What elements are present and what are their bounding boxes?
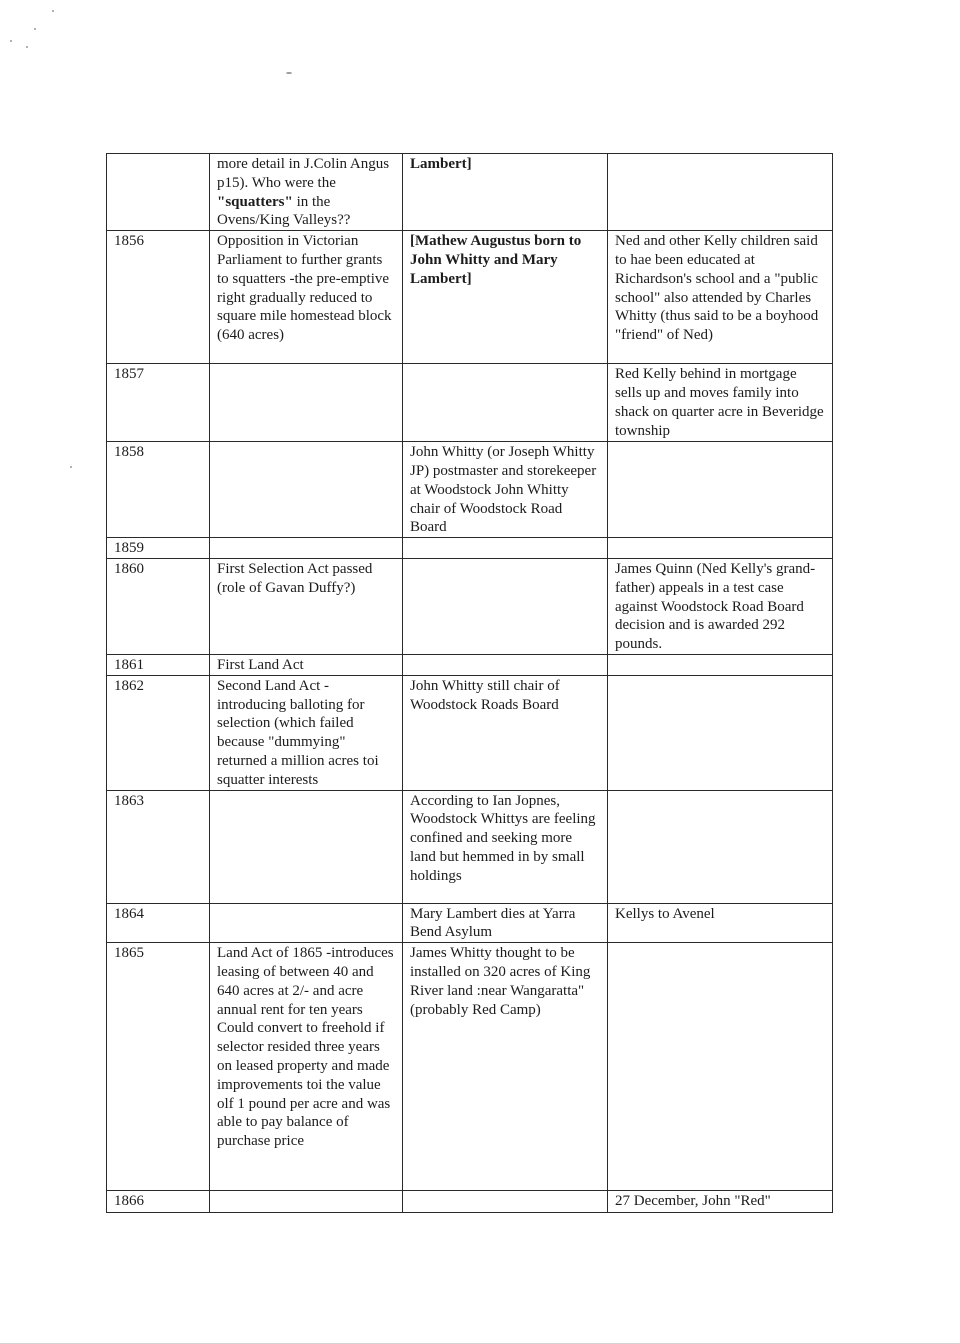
whitty-family-cell: John Whitty (or Joseph Whitty JP) postmaster and storekeeper at Woodstock John Whitty chair of Woodstock Road Board <box>403 442 608 538</box>
land-policy-cell: First Land Act <box>210 654 403 675</box>
land-policy-cell <box>210 790 403 903</box>
land-policy-cell: Land Act of 1865 -introduces leasing of between 40 and 640 acres at 2/- and acre annual rent for ten years Could convert to freehold if selector resided three years on leased property and made improvements toi the value olf 1 pound per acre and was able to pay balance of purchase price <box>210 943 403 1191</box>
cell-text: in the Ovens/King Valleys?? <box>217 193 351 229</box>
whitty-family-cell: James Whitty thought to be installed on 320 acres of King River land :near Wangaratta" (probably Red Camp) <box>403 943 608 1191</box>
kelly-family-cell: Ned and other Kelly children said to hae been educated at Richardson's school and a "public school" also attended by Charles Whitty (thus said to be a boyhood "friend" of Ned) <box>608 231 833 364</box>
scan-speck <box>286 72 292 74</box>
land-policy-cell <box>210 903 403 943</box>
land-policy-cell <box>210 538 403 559</box>
whitty-family-cell <box>403 1191 608 1213</box>
cell-bold-text: Lambert] <box>410 156 472 172</box>
land-policy-cell <box>210 1191 403 1213</box>
land-policy-cell: Second Land Act - introducing balloting for selection (which failed because "dummying" returned a million acres toi squatter interests <box>210 675 403 790</box>
year-cell: 1858 <box>107 442 210 538</box>
table-row <box>107 442 833 538</box>
table-row <box>107 154 833 231</box>
table-row <box>107 790 833 903</box>
table-row <box>107 943 833 1191</box>
cell-bold-text: "squatters" <box>217 193 293 210</box>
kelly-family-cell <box>608 154 833 231</box>
kelly-family-cell <box>608 442 833 538</box>
table-row <box>107 903 833 943</box>
year-cell: 1862 <box>107 675 210 790</box>
scan-speck <box>34 28 36 30</box>
year-cell <box>107 154 210 231</box>
scan-speck <box>26 46 28 48</box>
kelly-family-cell <box>608 538 833 559</box>
year-cell: 1857 <box>107 364 210 442</box>
table-row <box>107 1191 833 1213</box>
whitty-family-cell <box>403 654 608 675</box>
year-cell: 1859 <box>107 538 210 559</box>
table-row <box>107 558 833 654</box>
year-cell: 1866 <box>107 1191 210 1213</box>
kelly-family-cell: Red Kelly behind in mortgage sells up and moves family into shack on quarter acre in Beveridge township <box>608 364 833 442</box>
table-row <box>107 654 833 675</box>
timeline-table <box>106 153 833 1213</box>
table-row <box>107 538 833 559</box>
kelly-family-cell: James Quinn (Ned Kelly's grand-father) appeals in a test case against Woodstock Road Board decision and is awarded 292 pounds. <box>608 558 833 654</box>
table-row <box>107 231 833 364</box>
land-policy-cell <box>210 364 403 442</box>
table-row <box>107 675 833 790</box>
land-policy-cell: First Selection Act passed (role of Gavan Duffy?) <box>210 558 403 654</box>
kelly-family-cell: 27 December, John "Red" <box>608 1191 833 1213</box>
kelly-family-cell <box>608 654 833 675</box>
whitty-family-cell <box>403 154 608 231</box>
whitty-family-cell <box>403 558 608 654</box>
scan-speck <box>70 466 72 468</box>
whitty-family-cell: According to Ian Jopnes, Woodstock Whittys are feeling confined and seeking more land but hemmed in by small holdings <box>403 790 608 903</box>
table-row <box>107 364 833 442</box>
whitty-family-cell <box>403 231 608 364</box>
cell-text: more detail in J.Colin Angus p15). Who were the <box>217 156 390 191</box>
scan-speck <box>10 40 12 42</box>
whitty-family-cell: John Whitty still chair of Woodstock Roads Board <box>403 675 608 790</box>
whitty-family-cell: Mary Lambert dies at Yarra Bend Asylum <box>403 903 608 943</box>
year-cell: 1863 <box>107 790 210 903</box>
land-policy-cell: Opposition in Victorian Parliament to further grants to squatters -the pre-emptive right gradually reduced to square mile homestead block (640 acres) <box>210 231 403 364</box>
whitty-family-cell <box>403 364 608 442</box>
year-cell: 1856 <box>107 231 210 364</box>
kelly-family-cell: Kellys to Avenel <box>608 903 833 943</box>
kelly-family-cell <box>608 675 833 790</box>
year-cell: 1865 <box>107 943 210 1191</box>
kelly-family-cell <box>608 790 833 903</box>
land-policy-cell <box>210 154 403 231</box>
year-cell: 1861 <box>107 654 210 675</box>
year-cell: 1860 <box>107 558 210 654</box>
land-policy-cell <box>210 442 403 538</box>
kelly-family-cell <box>608 943 833 1191</box>
cell-bold-text: [Mathew Augustus born to John Whitty and Mary Lambert] <box>410 233 582 287</box>
whitty-family-cell <box>403 538 608 559</box>
scan-speck <box>52 10 54 12</box>
year-cell: 1864 <box>107 903 210 943</box>
